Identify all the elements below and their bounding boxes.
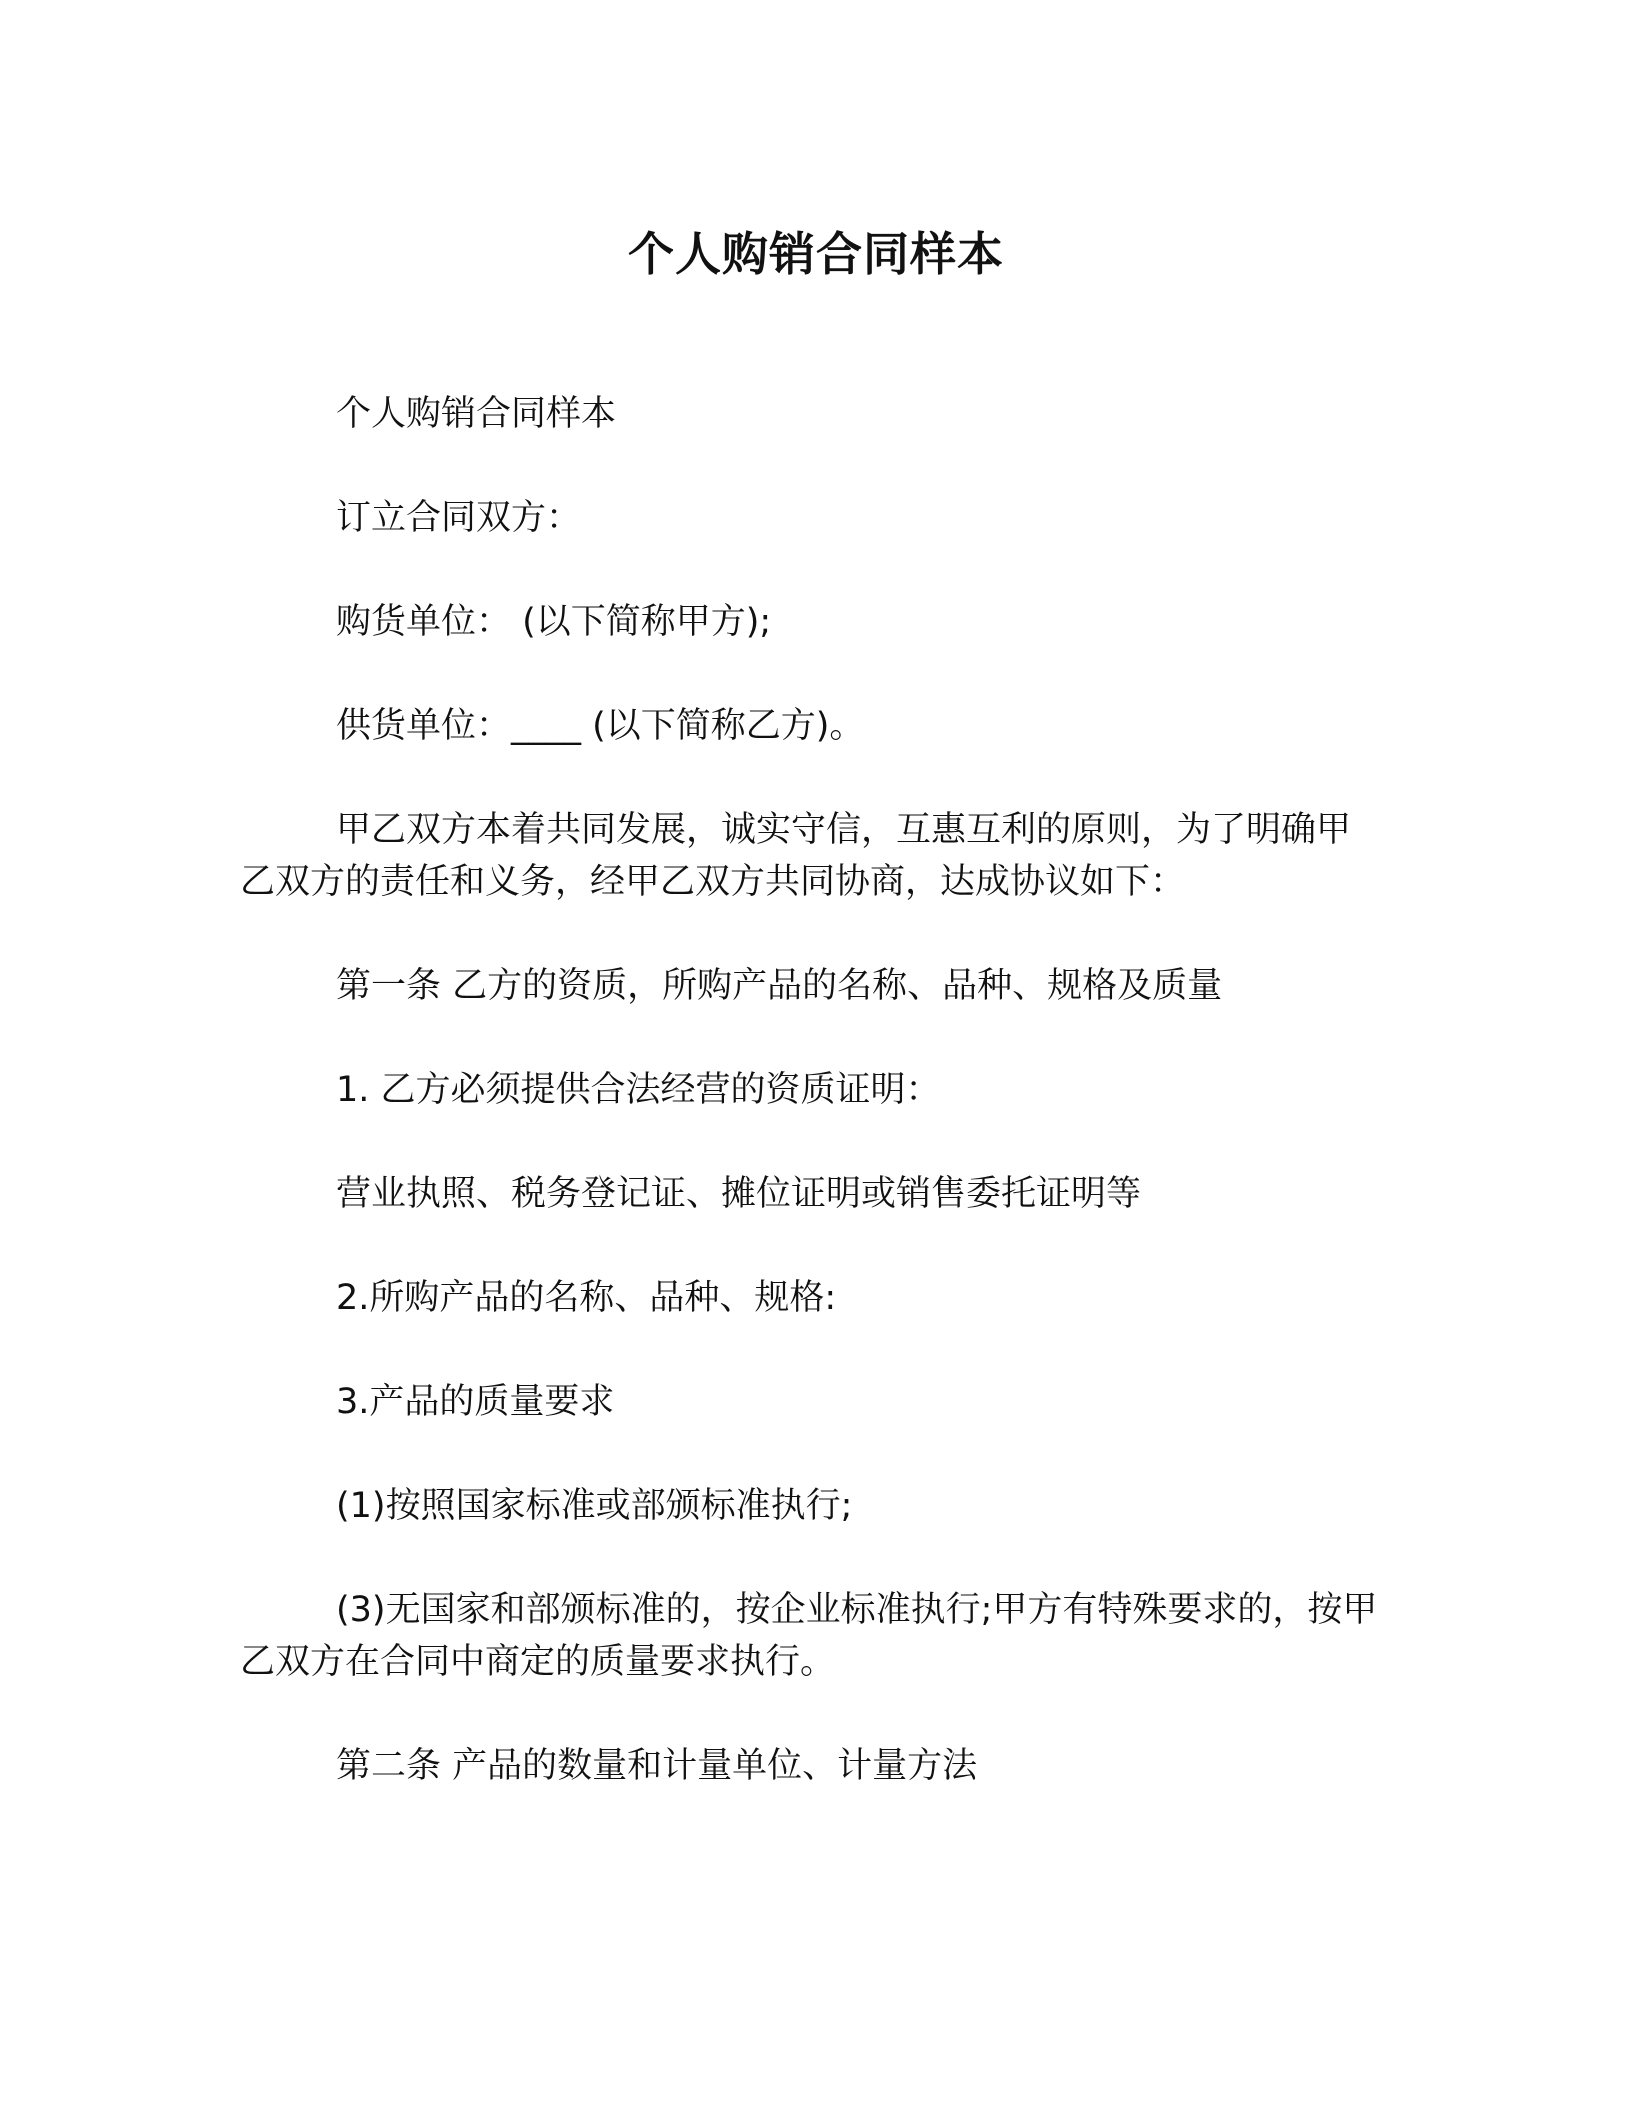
article-two-heading: 第二条 产品的数量和计量单位、计量方法 [336, 1746, 978, 1786]
paragraph-heading: 个人购销合同样本 [336, 394, 617, 434]
paragraph-parties: 订立合同双方： [336, 498, 582, 538]
article-one-item-3-3: (3)无国家和部颁标准的，按企业标准执行;甲方有特殊要求的，按甲乙双方在合同中商定的质量要求执行。 [240, 1590, 1378, 1682]
paragraph-buyer: 购货单位： (以下简称甲方); [336, 602, 772, 642]
article-one-item-1: 1. 乙方必须提供合法经营的资质证明： [336, 1070, 941, 1110]
article-one-item-3: 3.产品的质量要求 [336, 1382, 615, 1422]
article-one-heading: 第一条 乙方的资质，所购产品的名称、品种、规格及质量 [336, 966, 1223, 1006]
paragraph-supplier: 供货单位：____ (以下简称乙方)。 [336, 706, 865, 746]
article-one-item-2: 2.所购产品的名称、品种、规格: [336, 1278, 837, 1318]
document-title: 个人购销合同样本 [628, 227, 1004, 281]
article-one-item-3-1: (1)按照国家标准或部颁标准执行; [336, 1486, 853, 1526]
article-one-item-1-detail: 营业执照、税务登记证、摊位证明或销售委托证明等 [336, 1174, 1142, 1214]
paragraph-principles: 甲乙双方本着共同发展，诚实守信，互惠互利的原则，为了明确甲乙双方的责任和义务，经甲乙双方共同协商，达成协议如下： [240, 810, 1352, 902]
document-body [240, 388, 1380, 1844]
